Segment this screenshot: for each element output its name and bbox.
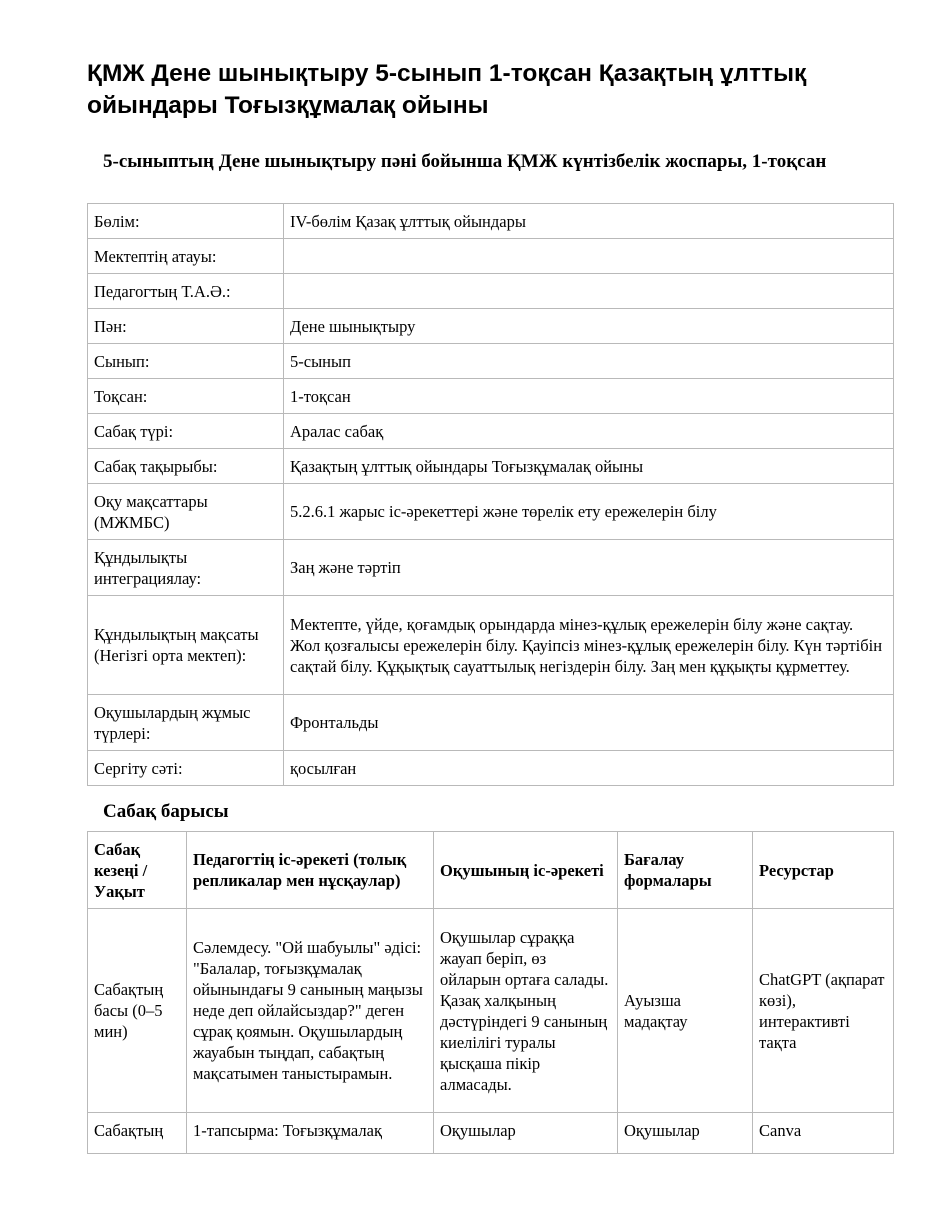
info-value: Дене шынықтыру [284, 309, 894, 344]
cell-resources: ChatGPT (ақпарат көзі), интерактивті тақта [753, 909, 894, 1113]
cell-stage: Сабақтың басы (0–5 мин) [88, 909, 187, 1113]
info-value [284, 274, 894, 309]
info-row-warmup [88, 751, 894, 786]
info-row-teacher [88, 274, 894, 309]
info-row-learning-objectives [88, 484, 894, 540]
info-label: Оқушылардың жұмыс түрлері: [88, 695, 284, 751]
info-row-school [88, 239, 894, 274]
info-row-value-integration [88, 540, 894, 596]
info-label: Пән: [88, 309, 284, 344]
lesson-plan-table [87, 831, 894, 1154]
cell-stage: Сабақтың [88, 1113, 187, 1154]
info-row-value-goal [88, 596, 894, 695]
info-row-lesson-type [88, 414, 894, 449]
info-value: 5-сынып [284, 344, 894, 379]
info-value: Аралас сабақ [284, 414, 894, 449]
column-header-student-activity: Оқушының іс-әрекеті [434, 832, 618, 909]
info-value: Мектепте, үйде, қоғамдық орындарда мінез-құлық ережелерін білу және сақтау. Жол қозғалысы ережелерін білу. Қауіпсіз мінез-құлық ережелерін білу. Күн тәртібін сақтай білу. Құқықтық сауаттылық негіздерін білу. Заң мен құқықты құрметтеу. [284, 596, 894, 695]
info-label: Бөлім: [88, 204, 284, 239]
lesson-heading: Сабақ барысы [103, 801, 229, 822]
info-label: Сабақ тақырыбы: [88, 449, 284, 484]
lesson-table-header-row [88, 832, 894, 909]
info-value: қосылған [284, 751, 894, 786]
info-row-section [88, 204, 894, 239]
info-value: Фронтальды [284, 695, 894, 751]
info-value: 5.2.6.1 жарыс іс-әрекеттері және төрелік ету ережелерін білу [284, 484, 894, 540]
cell-assessment: Ауызша мадақтау [618, 909, 753, 1113]
info-label: Тоқсан: [88, 379, 284, 414]
cell-assessment: Оқушылар [618, 1113, 753, 1154]
info-row-grade [88, 344, 894, 379]
cell-resources: Canva [753, 1113, 894, 1154]
info-label: Құндылықты интеграциялау: [88, 540, 284, 596]
info-label: Оқу мақсаттары (МЖМБС) [88, 484, 284, 540]
info-row-quarter [88, 379, 894, 414]
info-value: IV-бөлім Қазақ ұлттық ойындары [284, 204, 894, 239]
info-value [284, 239, 894, 274]
info-row-lesson-topic [88, 449, 894, 484]
info-value: Заң және тәртіп [284, 540, 894, 596]
info-row-work-forms [88, 695, 894, 751]
cell-student-activity: Оқушылар [434, 1113, 618, 1154]
info-label: Мектептің атауы: [88, 239, 284, 274]
info-row-subject [88, 309, 894, 344]
plan-heading: 5-сыныптың Дене шынықтыру пәні бойынша ҚМЖ күнтізбелік жоспары, 1-тоқсан [103, 151, 827, 172]
info-label: Сабақ түрі: [88, 414, 284, 449]
lesson-info-table [87, 203, 894, 786]
table-row [88, 1113, 894, 1154]
info-label: Сергіту сәті: [88, 751, 284, 786]
table-row [88, 909, 894, 1113]
info-label: Құндылықтың мақсаты (Негізгі орта мектеп): [88, 596, 284, 695]
document-title: ҚМЖ Дене шынықтыру 5-сынып 1-тоқсан Қазақтың ұлттық ойындары Тоғызқұмалақ ойыны [87, 60, 807, 119]
column-header-stage: Сабақ кезеңі / Уақыт [88, 832, 187, 909]
column-header-resources: Ресурстар [753, 832, 894, 909]
info-label: Педагогтың Т.А.Ә.: [88, 274, 284, 309]
cell-teacher-activity: 1-тапсырма: Тоғызқұмалақ [187, 1113, 434, 1154]
column-header-assessment: Бағалау формалары [618, 832, 753, 909]
column-header-teacher-activity: Педагогтің іс-әрекеті (толық репликалар мен нұсқаулар) [187, 832, 434, 909]
info-value: 1-тоқсан [284, 379, 894, 414]
cell-teacher-activity: Сәлемдесу. "Ой шабуылы" әдісі: "Балалар, тоғызқұмалақ ойынындағы 9 санының маңызы неде деп ойлайсыздар?" деген сұрақ қоямын. Оқушылардың жауабын тыңдап, сабақтың мақсатымен таныстырамын. [187, 909, 434, 1113]
info-label: Сынып: [88, 344, 284, 379]
info-value: Қазақтың ұлттық ойындары Тоғызқұмалақ ойыны [284, 449, 894, 484]
cell-student-activity: Оқушылар сұраққа жауап беріп, өз ойларын ортаға салады. Қазақ халқының дәстүріндегі 9 санының киелілігі туралы қысқаша пікір алмасады. [434, 909, 618, 1113]
